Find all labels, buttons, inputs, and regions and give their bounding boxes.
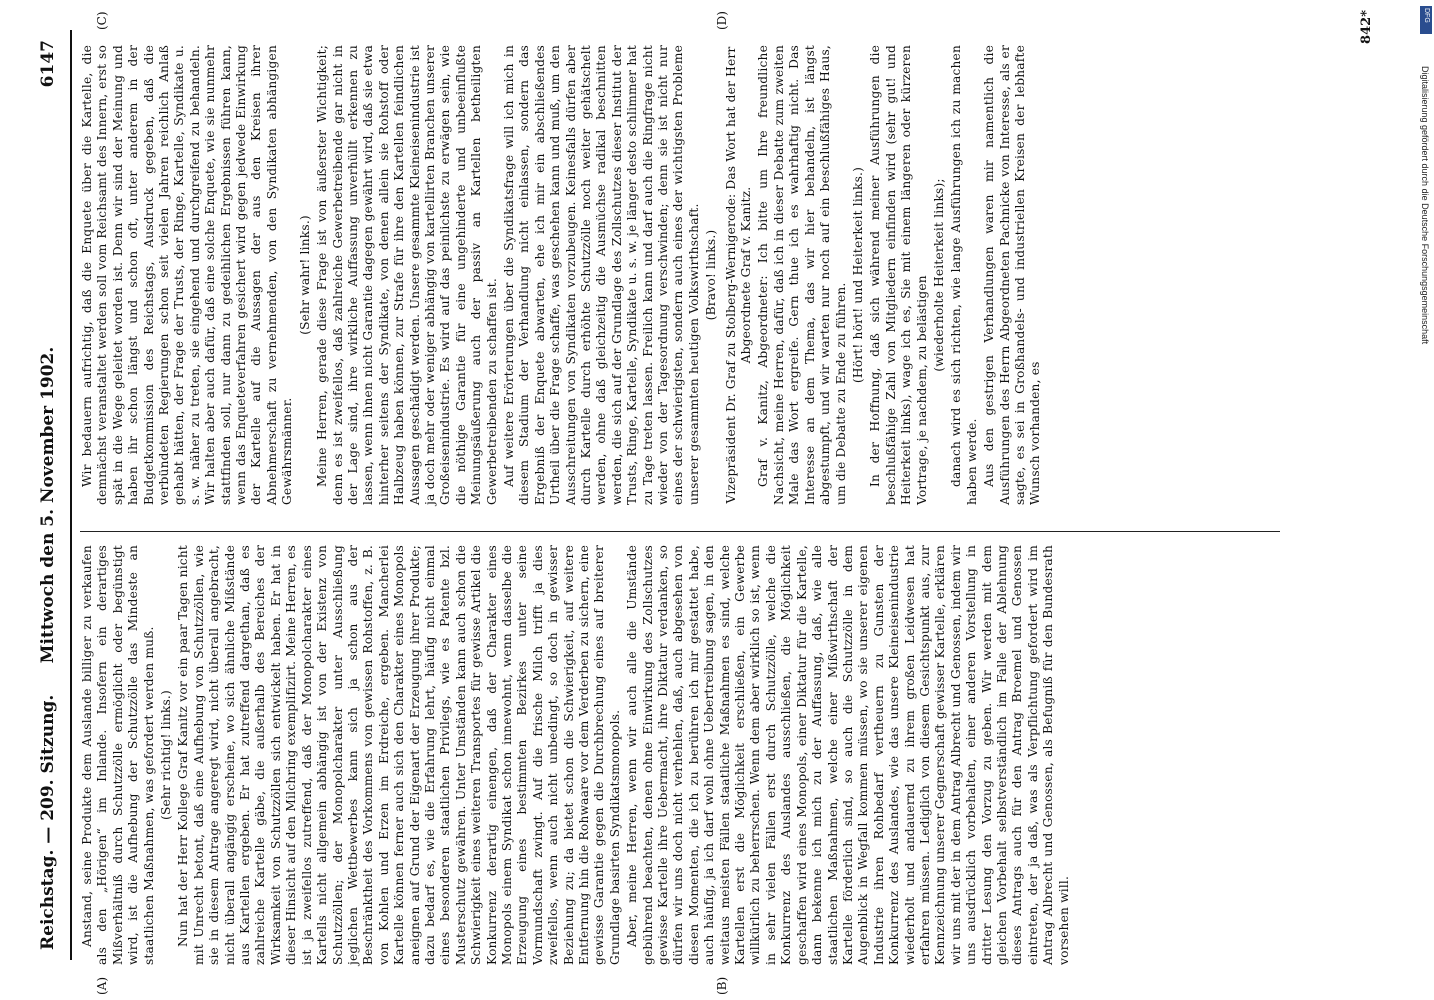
text-column-left: [80, 545, 1280, 965]
dfg-logo-icon: [1420, 6, 1432, 34]
margin-marker-a: (A): [95, 976, 109, 995]
paragraph: Aus den gestrigen Verhandlungen waren mir namentlich die Ausführungen des Herrn Abgeordneten Pachnicke von Interesse, als er sagte, es sei in Großhandels- und industriellen Kreisen der lebhafte Wunsch vorhanden, es: [982, 45, 1043, 505]
paragraph: Aber, meine Herren, wenn wir auch alle die Umstände gebührend beachten, denen ohne Einwirkung des Zollschutzes gewisse Kartelle ihre Uebermacht, ihre Diktatur verdanken, so dürfen wir uns doch nicht verhehlen, daß, auch abgesehen von diesen Momenten, die ich zu berühren ich mir gestattet habe, auch häufig, ja ich darf wohl ohne Uebertreibung sagen, in den weitaus meisten Fällen staatliche Maßnahmen es sind, welche Kartellen erst die Möglichkeit erschließen, ein Gewerbe willkürlich zu beherrschen. Wenn dem aber wirklich so ist, wenn in sehr vielen Fällen erst durch Schutzzölle, welche die Konkurrenz des Auslandes ausschließen, die Möglichkeit geschaffen wird eines Monopols, einer Diktatur für die Kartelle, dann bekenne ich mich zu der Auffassung, daß, wie alle staatlichen Maßnahmen, welche einer Mißwirthschaft der Kartelle förderlich sind, so auch die Schutzzölle in dem Augenblick in Wegfall kommen müssen, wo sie unserer eigenen Industrie ihren Rohbedarf vertheuern zu Gunsten der Konkurrenz des Auslandes, wie das unsere Kleineisenindustrie wiederholt und andauernd zu ihrem großen Leidwesen hat erfahren müssen. Lediglich von diesem Gesichtspunkt aus, zur Kennzeichnung unserer Gegnerschaft gewisser Kartelle, erklären wir uns mit der in dem Antrag Albrecht und Genossen, indem wir uns ausdrücklich vorbehalten, einer anderen Vorstellung in dritter Lesung den Vorzug zu geben. Wir werden mit dem gleichen Vorbehalt selbstverständlich im Falle der Ablehnung dieses Antrags auch für den Antrag Broemel und Genossen eintreten, der ja daß, was als Verpflichtung gefordert wird im Antrag Albrecht und Genossen, als Befugniß für den Bundesrath vorsehen will.: [625, 545, 1071, 965]
paragraph: In der Hoffnung, daß sich während meiner Ausführungen die beschlußfähige Zahl von Mitgliedern einfinden wird (sehr gut! und Heiterkeit links), wage ich es, Sie mit einem längeren oder kürzeren Vortrage, je nachdem, zu belästigen: [868, 45, 929, 505]
paragraph: Wir bedauern aufrichtig, daß die Enquete über die Kartelle, die demnächst veranstaltet werden soll vom Reichsamt des Innern, erst so spät in die Wege geleitet worden ist. Denn wir sind der Meinung und haben ihr schon längst und schon oft, unter anderem in der Budgetkommission des Reichstags, Ausdruck gegeben, daß die verbündeten Regierungen schon seit vielen Jahren reichlich Anlaß gehabt hätten, der Frage der Trusts, der Ringe, Kartelle, Syndikate u. s. w. näher zu treten, sie eingehend und durchgreifend zu behandeln. Wir halten aber auch dafür, daß eine solche Enquete, wie sie nunmehr stattfinden soll, nur dann zu gedeihlichen Ergebnissen führen kann, wenn das Enqueteverfahren gesichert wird gegen jedwede Einwirkung der Kartelle auf die Aussagen der aus den Kreisen ihrer Abnehmerschaft zu vernehmenden, von den Syndikaten abhängigen Gewährsmänner.: [80, 45, 295, 505]
paragraph: Anstand, seine Produkte dem Auslande billiger zu verkaufen als den „Hörigen“ im Inlande. Insofern ein derartiges Mißverhältniß durch Schutzzölle ermöglicht oder begünstigt wird, ist die Aufhebung der Schutzzölle das Mindeste an staatlichen Maßnahmen, was gefordert werden muß.: [80, 545, 156, 965]
digitization-note: [1418, 6, 1434, 996]
page-number: 6147: [38, 40, 58, 88]
dfg-logo-text: DFG: [1423, 8, 1430, 23]
paragraph: Graf v. Kanitz, Abgeordneter: Ich bitte um Ihre freundliche Nachsicht, meine Herren, dafür, daß ich in dieser Debatte zum zweiten Male das Wort ergreife. Gern thue ich es wahrhaftig nicht. Das Interesse an dem Thema, das wir hier behandeln, ist längst abgestumpft, und wir warten nur noch auf ein beschlußfähiges Haus, um die Debatte zu Ende zu führen.: [756, 45, 848, 505]
margin-marker-b: (B): [715, 976, 729, 995]
page-header: [30, 30, 66, 980]
footnote-signature: 842*: [1359, 10, 1374, 44]
column-divider: [80, 531, 1280, 532]
interjection: (Hört! hört! und Heiterkeit links.): [850, 166, 865, 384]
margin-marker-c: (C): [95, 11, 109, 30]
header-date: Mittwoch den 5. November 1902.: [38, 346, 58, 664]
interjection: (Sehr wahr! links.): [297, 215, 312, 335]
paragraph: danach wird es sich richten, wie lange Ausführungen ich zu machen haben werde.: [949, 45, 979, 505]
header-left: Reichstag. — 209. Sitzung.: [38, 694, 58, 950]
margin-marker-d: (D): [715, 11, 729, 30]
header-rule: [70, 30, 72, 960]
digitization-text: Digitalisierung gefördert durch die Deutsche Forschungsgemeinschaft: [1420, 66, 1430, 345]
interjection: (Sehr richtig! links.): [159, 690, 174, 820]
interjection: (wiederholte Heiterkeit links);: [931, 178, 946, 372]
text-column-right: [80, 45, 1280, 505]
speaker-line: Vizepräsident Dr. Graf zu Stolberg-Wernigerode: Das Wort hat der Herr Abgeordnete Graf v. Kanitz.: [723, 46, 754, 504]
interjection: (Bravo! links.): [704, 229, 719, 321]
paragraph: Nun hat der Herr Kollege Graf Kanitz vor ein paar Tagen nicht mit Unrecht betont, daß eine Aufhebung von Schutzzöllen, wie sie in diesem Antrage angeregt wird, nicht überall angebracht, nicht überall angängig erscheine, wo sich ähnliche Mißstände aus Kartellen ergeben. Er hat zutreffend dargethan, daß es zahlreiche Kartelle gäbe, die außerhalb des Bereiches der Wirksamkeit von Schutzzöllen sich entwickelt haben. Er hat in dieser Hinsicht auf den Milchring exemplifizirt. Meine Herren, es ist ja zweifellos zutreffend, daß der Monopolcharakter eines Kartells nicht allgemein abhängig ist von der Existenz von Schutzzöllen; der Monopolcharakter unter Ausschließung jeglichen Wettbewerbes kann sich ja schon aus der Beschränktheit des Vorkommens von gewissen Rohstoffen, z. B. von Kohlen und Erzen im Erdreiche, ergeben. Mancherlei Kartelle können ferner auch sich den Charakter eines Monopols aneignen auf Grund der Eigenart der Erzeugung ihrer Produkte; dazu bedarf es, wie die Erfahrung lehrt, häufig nicht einmal eines besonderen staatlichen Privilegs, wie es Patente bzl. Musterschutz gewähren. Unter Umständen kann auch schon die Schwierigkeit eines weiteren Transportes für gewisse Artikel die Konkurrenz derartig einengen, daß der Charakter eines Monopols einem Syndikat schon innewohnt, wenn dasselbe die Erzeugung eines bestimmten Bezirkes unter seine Vormundschaft zwingt. Auf die frische Milch trifft ja dies zweifellos, wenn auch nicht unbedingt, so doch in gewisser Beziehung zu; da bietet schon die Schwierigkeit, auf weitere Entfernung hin die Rohwaare vor dem Verderben zu sichern, eine gewisse Garantie gegen die Durchbrechung eines auf breiterer Grundlage basirten Syndikatsmonopols.: [176, 545, 622, 965]
paragraph: Meine Herren, gerade diese Frage ist von äußerster Wichtigkeit; denn es ist zweifellos, daß zahlreiche Gewerbetreibende gar nicht in der Lage sind, ihre wirkliche Auffassung unverhüllt erkennen zu lassen, wenn ihnen nicht Garantie dagegen gewährt wird, daß sie etwa hinterher seitens der Syndikate, von denen allein sie Rohstoff oder Halbzeug haben können, zur Strafe für ihre den Kartellen feindlichen Aussagen geschädigt werden. Unsere gesammte Kleineisenindustrie ist ja doch mehr oder weniger abhängig von kartellirten Branchen unserer Großeisenindustrie. Es wird auf das peinlichste zu erwägen sein, wie die nöthige Garantie für eine ungehinderte und unbeeinflußte Meinungsäußerung auch der passiv an Kartellen betheiligten Gewerbetreibenden zu schaffen ist.: [315, 45, 499, 505]
paragraph: Auf weitere Erörterungen über die Syndikatsfrage will ich mich in diesem Stadium der Verhandlung nicht einlassen, sondern das Ergebniß der Enquete abwarten, ehe ich mir ein abschließendes Urtheil über die Frage schaffe, was geschehen kann und muß, um den Ausschreitungen von Syndikaten vorzubeugen. Keinesfalls dürfen aber durch Kartelle durch erhöhte Schutzzölle noch weiter gehätschelt werden, ohne daß gleichzeitig die Ausmüchse radikal beschnitten werden, die sich auf der Grundlage des Zollschutzes dieser Institut der Trusts, Ringe, Kartelle, Syndikate u. s. w. je länger desto schlimmer hat zu Tage treten lassen. Freilich kann und darf auch die Ringfrage nicht wieder von der Tagesordnung verschwinden; denn sie ist nicht nur eines der schwierigsten, sondern auch eines der wichtigsten Probleme unserer gesammten heutigen Volkswirthschaft.: [501, 45, 701, 505]
